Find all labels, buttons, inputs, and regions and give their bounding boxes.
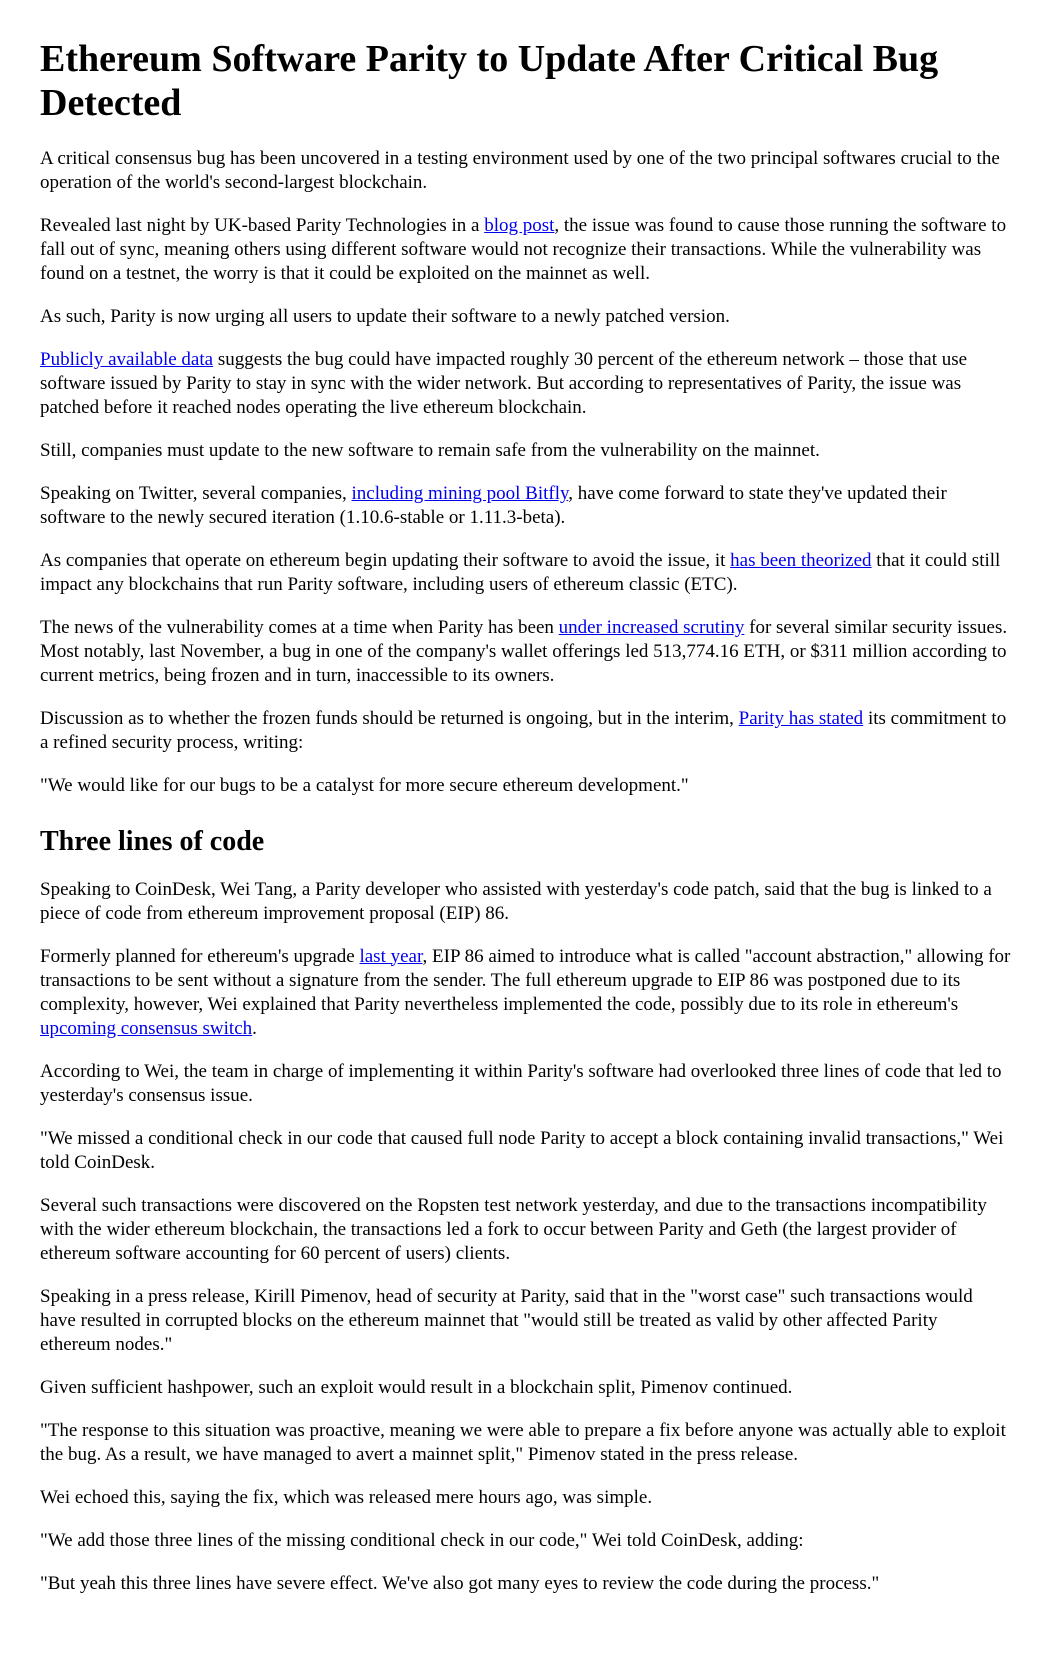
link-upcoming-consensus-switch[interactable]: upcoming consensus switch (40, 1017, 253, 1039)
article-paragraph: As companies that operate on ethereum begin updating their software to avoid the issue, it has been theorized that it could still impact any blockchains that run Parity software, including users of ethereum classic (ETC). (40, 550, 1001, 596)
article-paragraph: Publicly available data suggests the bug could have impacted roughly 30 percent of the ethereum network – those that use software issued by Parity to stay in sync with the wider network. But according to representatives of Parity, the issue was patched before it reached nodes operating the live ethereum blockchain. (40, 349, 968, 419)
article-paragraph: The news of the vulnerability comes at a time when Parity has been under increased scrutiny for several similar security issues. Most notably, last November, a bug in one of the company's wallet offerings led 513,774.16 ETH, or $311 million according to current metrics, being frozen and in turn, inaccessible to its owners. (40, 617, 1008, 687)
article-paragraph: As such, Parity is now urging all users to update their software to a newly patched version. (40, 306, 730, 328)
article-paragraph: "We add those three lines of the missing conditional check in our code," Wei told CoinDesk, adding: (40, 1529, 804, 1551)
link-parity-has-stated[interactable]: Parity has stated (738, 708, 864, 730)
article-paragraph: Speaking to CoinDesk, Wei Tang, a Parity developer who assisted with yesterday's code patch, said that the bug is linked to a piece of code from ethereum improvement proposal (EIP) 86. (40, 878, 992, 924)
article-paragraph: Given sufficient hashpower, such an exploit would result in a blockchain split, Pimenov continued. (40, 1376, 793, 1398)
article-paragraph: Discussion as to whether the frozen funds should be returned is ongoing, but in the interim, Parity has stated its commitment to a refined security process, writing: (40, 708, 1007, 754)
article-section-three-lines-of-code (40, 878, 1012, 1596)
article-paragraph: Speaking on Twitter, several companies, including mining pool Bitfly, have come forward to state they've updated their software to the newly secured iteration (1.10.6-stable or 1.11.3-beta). (40, 483, 947, 529)
article-title: Ethereum Software Parity to Update After Critical Bug Detected (40, 38, 939, 124)
article-paragraph: Speaking in a press release, Kirill Pimenov, head of security at Parity, said that in the "worst case" such transactions would have resulted in corrupted blocks on the ethereum mainnet that "would still be treated as valid by other affected Parity ethereum nodes." (40, 1285, 973, 1355)
link-last-year[interactable]: last year (359, 945, 423, 967)
article-paragraph: Revealed last night by UK-based Parity Technologies in a blog post, the issue was found to cause those running the software to fall out of sync, meaning others using different software would not recognize their transactions. While the vulnerability was found on a testnet, the worry is that it could be exploited on the mainnet as well. (40, 215, 1007, 285)
article-paragraph: "But yeah this three lines have severe effect. We've also got many eyes to review the code during the process." (40, 1572, 880, 1594)
article-paragraph: Still, companies must update to the new software to remain safe from the vulnerability on the mainnet. (40, 440, 820, 462)
link-has-been-theorized[interactable]: has been theorized (730, 550, 872, 572)
article-paragraph: Several such transactions were discovered on the Ropsten test network yesterday, and due to the transactions incompatibility with the wider ethereum blockchain, the transactions led a fork to occur between Parity and Geth (the largest provider of ethereum software accounting for 60 percent of users) clients. (40, 1194, 987, 1264)
article-paragraph: "We missed a conditional check in our code that caused full node Parity to accept a block containing invalid transactions," Wei told CoinDesk. (40, 1127, 1004, 1173)
article-section-intro (40, 147, 1012, 798)
link-publicly-available-data[interactable]: Publicly available data (40, 349, 214, 371)
article-paragraph: Wei echoed this, saying the fix, which was released mere hours ago, was simple. (40, 1486, 653, 1508)
link-blog-post[interactable]: blog post (484, 215, 555, 237)
article-paragraph: "The response to this situation was proactive, meaning we were able to prepare a fix before anyone was actually able to exploit the bug. As a result, we have managed to avert a mainnet split," Pimenov stated in the press release. (40, 1419, 1006, 1465)
link-under-increased-scrutiny[interactable]: under increased scrutiny (558, 617, 745, 639)
article-paragraph: "We would like for our bugs to be a catalyst for more secure ethereum development." (40, 775, 689, 797)
article-paragraph: A critical consensus bug has been uncovered in a testing environment used by one of the two principal softwares crucial to the operation of the world's second-largest blockchain. (40, 148, 1000, 194)
article-paragraph: Formerly planned for ethereum's upgrade last year, EIP 86 aimed to introduce what is called "account abstraction," allowing for transactions to be sent without a signature from the sender. The full ethereum upgrade to EIP 86 was postponed due to its complexity, however, Wei explained that Parity nevertheless implemented the code, possibly due to its role in ethereum's upcoming consensus switch. (40, 945, 1011, 1039)
article-paragraph: According to Wei, the team in charge of implementing it within Parity's software had overlooked three lines of code that led to yesterday's consensus issue. (40, 1060, 1002, 1106)
link-including-mining-pool-bitfly[interactable]: including mining pool Bitfly (351, 483, 569, 505)
section-heading: Three lines of code (40, 826, 265, 858)
